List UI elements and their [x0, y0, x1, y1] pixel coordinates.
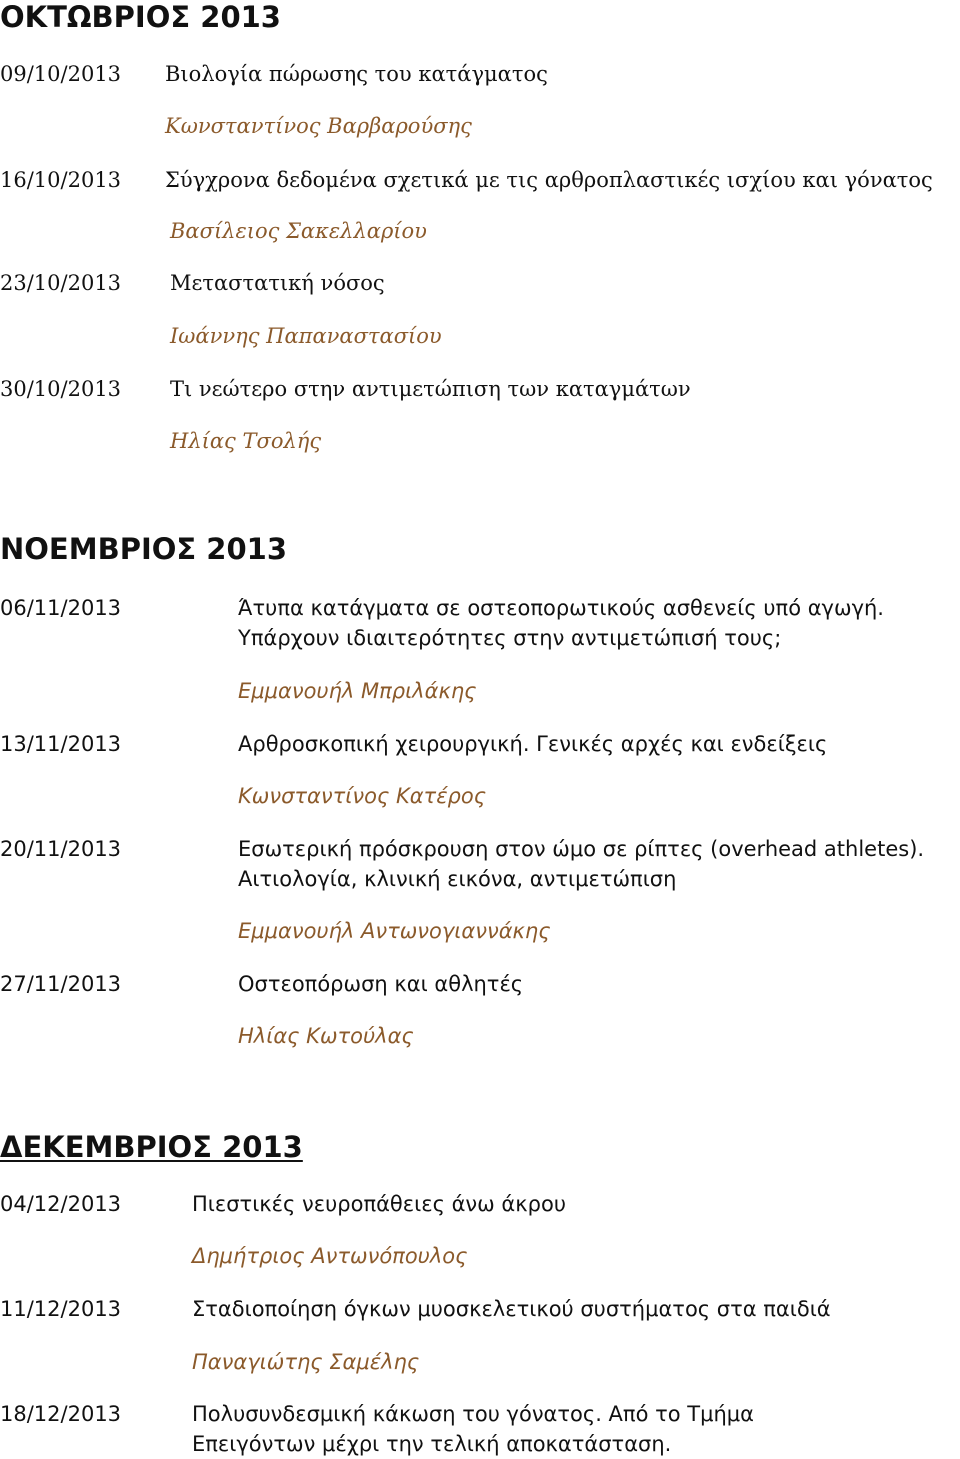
event-date: 30/10/2013	[0, 377, 122, 401]
event-speaker: Βασίλειος Σακελλαρίου	[170, 219, 427, 243]
event-speaker: Ηλίας Κωτούλας	[238, 1024, 414, 1048]
event-title-line: Εσωτερική πρόσκρουση στον ώμο σε ρίπτες (overhead athletes).	[238, 837, 925, 861]
event-date: 13/11/2013	[0, 732, 122, 756]
event-speaker: Ηλίας Τσολής	[170, 429, 322, 453]
event-title: Πιεστικές νευροπάθειες άνω άκρου	[192, 1192, 566, 1216]
section-heading-november: ΝΟΕΜΒΡΙΟΣ 2013	[0, 532, 288, 566]
event-title: Σύγχρονα δεδομένα σχετικά με τις αρθροπλαστικές ισχίου και γόνατος	[165, 168, 933, 192]
event-speaker: Δημήτριος Αντωνόπουλος	[192, 1244, 468, 1268]
event-date: 16/10/2013	[0, 168, 122, 192]
event-title-line: Επειγόντων μέχρι την τελική αποκατάσταση.	[192, 1432, 672, 1456]
event-title: Αρθροσκοπική χειρουργική. Γενικές αρχές και ενδείξεις	[238, 732, 828, 756]
event-title: Μεταστατική νόσος	[170, 271, 385, 295]
event-date: 23/10/2013	[0, 271, 122, 295]
event-title-line: Πολυσυνδεσμική κάκωση του γόνατος. Από το Τμήμα	[192, 1402, 754, 1426]
event-date: 06/11/2013	[0, 596, 122, 620]
event-speaker: Κωνσταντίνος Βαρβαρούσης	[165, 114, 472, 138]
event-title-line: Άτυπα κατάγματα σε οστεοπορωτικούς ασθενείς υπό αγωγή.	[238, 596, 884, 620]
event-title: Βιολογία πώρωσης του κατάγματος	[165, 62, 548, 86]
event-title-line: Υπάρχουν ιδιαιτερότητες στην αντιμετώπισή τους;	[238, 626, 782, 650]
event-title: Σταδιοποίηση όγκων μυοσκελετικού συστήματος στα παιδιά	[192, 1297, 831, 1321]
event-title	[238, 593, 884, 653]
event-speaker: Εμμανουήλ Αντωνογιαννάκης	[238, 919, 551, 943]
event-title-line: Αιτιολογία, κλινική εικόνα, αντιμετώπιση	[238, 867, 677, 891]
event-date: 04/12/2013	[0, 1192, 122, 1216]
event-title: Τι νεώτερο στην αντιμετώπιση των καταγμάτων	[170, 377, 691, 401]
event-title	[238, 834, 924, 894]
event-title: Οστεοπόρωση και αθλητές	[238, 972, 524, 996]
section-heading-october: ΟΚΤΩΒΡΙΟΣ 2013	[0, 0, 281, 34]
event-date: 11/12/2013	[0, 1297, 122, 1321]
event-title	[192, 1399, 754, 1459]
event-date: 20/11/2013	[0, 837, 122, 861]
event-speaker: Ιωάννης Παπαναστασίου	[170, 324, 442, 348]
event-date: 09/10/2013	[0, 62, 122, 86]
event-speaker: Κωνσταντίνος Κατέρος	[238, 784, 487, 808]
event-date: 18/12/2013	[0, 1402, 122, 1426]
event-date: 27/11/2013	[0, 972, 122, 996]
section-heading-december: ΔΕΚΕΜΒΡΙΟΣ 2013	[0, 1130, 303, 1164]
event-speaker: Παναγιώτης Σαμέλης	[192, 1350, 420, 1374]
event-speaker: Εμμανουήλ Μπριλάκης	[238, 679, 477, 703]
